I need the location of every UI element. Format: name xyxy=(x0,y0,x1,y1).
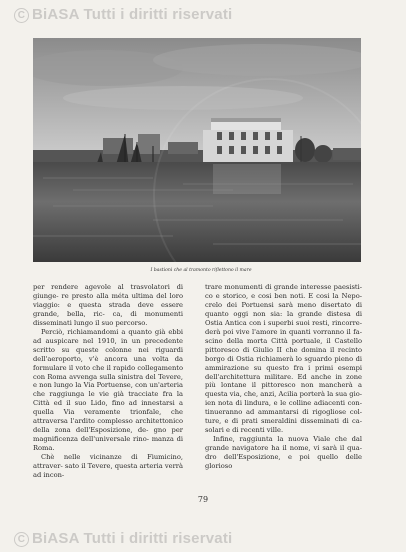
page-number: 79 xyxy=(197,495,209,504)
watermark-top-text: BiASA Tutti i diritti riservati xyxy=(32,6,233,23)
watermark-top xyxy=(14,6,232,23)
watermark-bottom xyxy=(14,530,232,547)
paragraph: trare monumenti di grande interesse paesisti- co e storico, e cosi ben noti. E cosi la Nepo- crelo dei Portuensi sarà meno disertato di quanto oggi non sia: la grande distesa di Ostia Antica con i superbi suoi resti, rincorre- derà poi vive l'amore in quanti vorranno il fa- scino della morta Città portuale, il Castello pittoresco di Giulio II che domina il recinto borgo di Ostia richiamerà lo sguardo pieno di ammirazione su questo fra i primi esempi dell'architettura militare. Ed anche in zone più lontane il pittoresco non mancherà a questa via, che, anzi, Acilia porterà la sua gio- ien nota di lindura, e le colline adiacenti con- tinueranno ad ammantarsi di rigogliose col- ture, e di prati smeraldini disseminati di ca- solari e di recenti ville. xyxy=(205,283,362,435)
paragraph: per rendere agevole al trasvolatori di giunge- re presto alla méta ultima del loro viaggio: e questa strada deve essere grande, bella, ric- ca, di monumenti disseminati lungo il suo percorso. xyxy=(33,283,183,327)
paragraph: Chè nelle vicinanze di Fiumicino, attraver- sato il Tevere, questa arteria verrà ad incon- xyxy=(33,453,183,480)
photo-caption: I bastioni che al tramonto riflettono il mare xyxy=(150,268,252,273)
paragraph: Perciò, richiamandomi a quanto già ebbi ad auspicare nel 1910, in un precedente scritto su queste colonne nei riguardi dell'aeroporto, v'è ancora una volta da formulare il voto che il rapido collegamento con Roma avvenga sulla sinistra del Tevere, e non lungo la Via Portuense, con un'arteria che raggiunga le vie già tracciate fra la Città ed il suo Lido, fino ad innestarsi a quella Via veramente trionfale, che attraversa l'ardito complesso architettonico della zona dell'Esposizione, de- gno per magnificenza dell'universale rino- manza di Roma. xyxy=(33,327,183,453)
copyright-icon: C xyxy=(14,8,29,23)
harbor-photo-illustration xyxy=(33,38,361,262)
text-column-left xyxy=(33,283,183,480)
paragraph: Infine, raggiunta la nuova Viale che dal grande navigatore ha il nome, vi sarà il qua- dro dell'Esposizione, e poi quello delle glorioso xyxy=(205,435,362,471)
text-column-right xyxy=(205,283,362,471)
copyright-icon: C xyxy=(14,532,29,547)
watermark-bottom-text: BiASA Tutti i diritti riservati xyxy=(32,530,233,547)
harbor-photo xyxy=(33,38,361,262)
